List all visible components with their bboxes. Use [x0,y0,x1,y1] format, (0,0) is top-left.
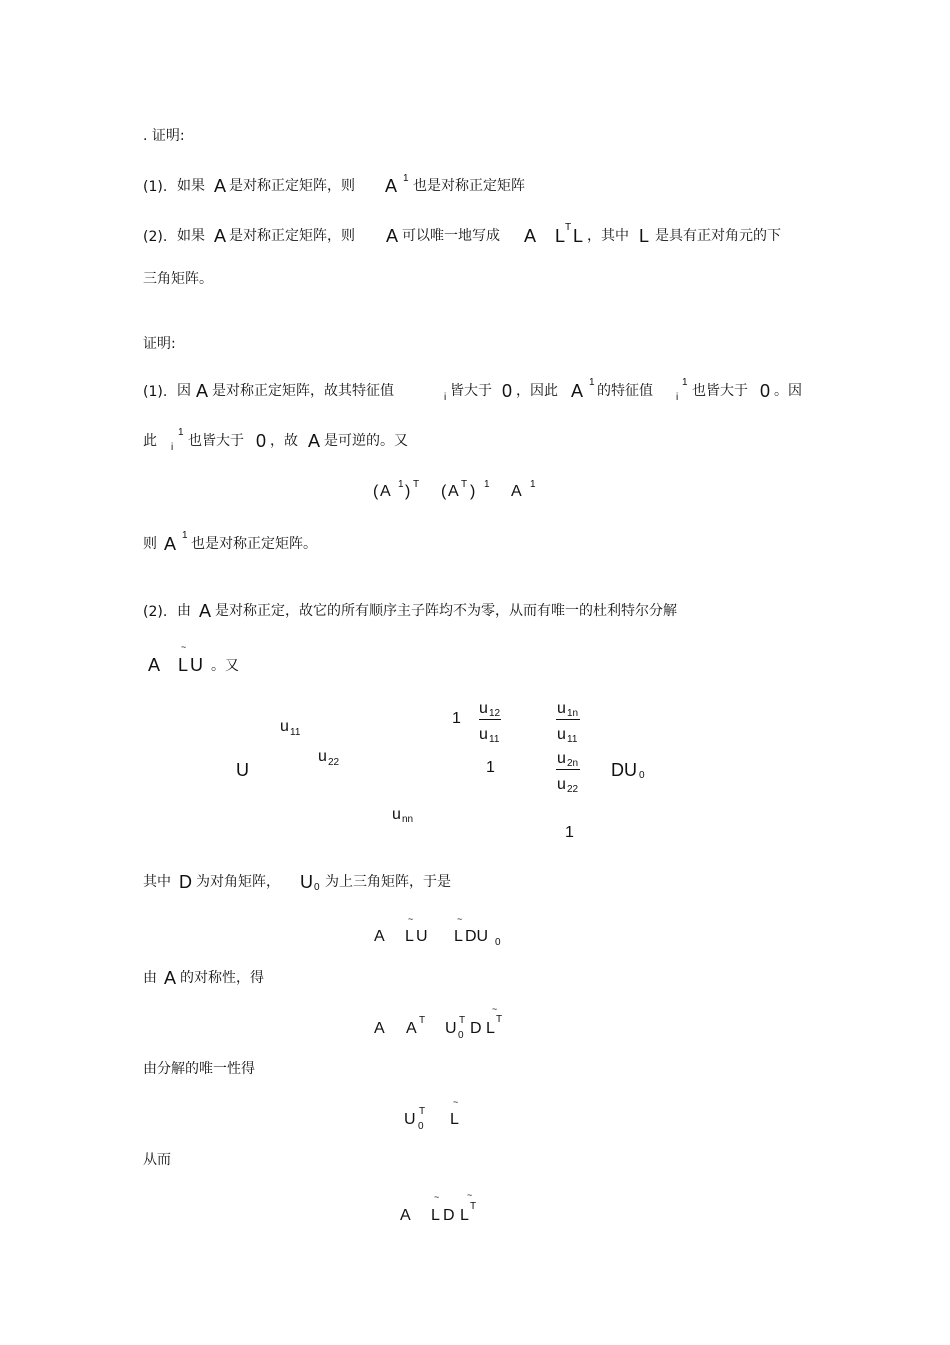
q2-text-4: ，其中 [587,228,629,244]
q1-var-a: A [214,176,227,196]
p1-eq-rparen: ) [405,483,411,500]
p1-sup-1: 1 [589,377,595,388]
eq3-tilde: ~ [492,1004,498,1014]
eq4-u: U [404,1111,416,1128]
frac1n-den: u [557,726,566,743]
eq4-u-sup: T [419,1106,426,1117]
p1-text-7: 。因 [774,383,802,399]
p1-zero2: 0 [760,381,771,401]
matrix-u11-sub: 11 [290,727,301,738]
eq2-l2: L [454,928,463,945]
uniqueness-text: 由分解的唯一性得 [143,1061,255,1077]
p1-text-1: 因 [177,383,191,399]
q2-var-l2: L [573,226,584,246]
q2-var-a3: A [524,226,537,246]
thus-text: 从而 [143,1152,171,1168]
eq4-tilde: ~ [453,1097,459,1107]
sym-text-1: 由 [143,970,157,986]
eq5-d: D [443,1207,455,1224]
p2-eq1-u: U [190,655,203,675]
p2-eq1-tilde: ~ [181,642,187,652]
eq3-sup-t: T [419,1015,426,1026]
q2-label: (2). [143,229,168,245]
p2-label: (2). [143,604,168,620]
frac1n-bar [556,719,580,720]
eq5-tilde-2: ~ [467,1190,473,1200]
p1-text-5: 的特征值 [597,383,653,399]
eq2-tilde-1: ~ [408,914,414,924]
eq3-a2: A [406,1020,417,1037]
p1-l2-sup: 1 [178,427,184,438]
p1-sub-i2: i [676,392,679,403]
p1-eq-a3: A [511,483,522,500]
matrix-one-1: 1 [452,710,461,727]
q2-sup-t: T [565,222,572,233]
p1-concl-text-1: 则 [143,536,157,552]
frac12-num: u [479,700,488,717]
p1-l2-zero: 0 [256,431,267,451]
p1-text-3: 皆大于 [450,383,492,399]
eq2-du: DU [465,928,489,945]
p1-var-a: A [196,381,209,401]
p2-var-a: A [199,601,212,621]
q1-text-2: 是对称正定矩阵，则 [229,178,355,194]
p1-text-2: 是对称正定矩阵，故其特征值 [212,383,394,399]
eq5-l1: L [431,1207,440,1224]
matrix-one-3: 1 [565,824,574,841]
q2-text-2: 是对称正定矩阵，则 [229,228,355,244]
eq5-l2: L [460,1207,469,1224]
sym-var-a: A [164,968,177,988]
p1-l2-text-4: 是可逆的。又 [324,433,408,449]
frac2n-den-sub: 22 [567,784,579,795]
eq3-l: L [486,1020,495,1037]
frac1n-num: u [557,700,566,717]
p2-text-1: 由 [177,603,191,619]
frac2n-num-sub: 2n [567,758,579,769]
q2-var-a: A [214,226,227,246]
frac12-bar [479,719,501,720]
sym-text-2: 的对称性，得 [180,970,264,986]
where-var-u-sub: 0 [314,882,320,893]
p1-sub-i: i [444,392,447,403]
frac1n-den-sub: 11 [567,734,578,745]
frac2n-num: u [557,750,566,767]
p1-concl-var-a: A [164,534,177,554]
eq4-l: L [450,1111,459,1128]
eq2-tilde-2: ~ [457,914,463,924]
p1-text-4: ，因此 [516,383,558,399]
matrix-u11: u [280,718,289,735]
p1-l2-text-1: 此 [143,433,157,449]
p1-var-a2: A [571,381,584,401]
p2-eq1-l: L [178,655,189,675]
eq3-u: U [445,1020,457,1037]
q2-var-l: L [555,226,566,246]
matrix-du: DU [611,760,637,780]
eq3-l-sup: T [496,1014,503,1025]
proof-heading: 证明: [143,336,176,352]
frac12-den: u [479,726,488,743]
eq3-u-sub: 0 [458,1030,464,1041]
matrix-u: U [236,760,249,780]
p1-l2-sub: i [171,442,174,453]
eq2-l1: L [405,928,414,945]
p1-text-6: 也皆大于 [692,383,748,399]
eq3-a: A [374,1020,385,1037]
p1-eq-sup-3: 1 [530,479,536,490]
frac2n-den: u [557,776,566,793]
p1-concl-sup: 1 [182,530,188,541]
p1-eq-sup-1: 1 [398,479,404,490]
p2-text-2: 是对称正定，故它的所有顺序主子阵均不为零，从而有唯一的杜利特尔分解 [215,603,677,619]
q2-cont: 三角矩阵。 [143,271,213,287]
eq2-du-sub: 0 [495,937,501,948]
eq5-sup-t: T [470,1201,477,1212]
p2-eq1-a: A [148,655,161,675]
q1-var-a2: A [385,176,398,196]
q2-text-1: 如果 [177,228,205,244]
q2-text-5: 是具有正对角元的下 [655,228,781,244]
where-text-2: 为对角矩阵， [196,874,280,890]
matrix-u22-sub: 22 [328,757,340,768]
p1-l2-text-2: 也皆大于 [188,433,244,449]
frac12-den-sub: 11 [489,734,500,745]
eq3-u-sup: T [459,1015,466,1026]
where-var-d: D [179,872,192,892]
p1-label: (1). [143,384,168,400]
p1-eq-sup-2: 1 [484,479,490,490]
p1-eq-sup-t2: T [461,479,468,490]
p1-eq-lparen: ( [373,483,379,500]
p1-l2-text-3: ，故 [270,433,298,449]
eq5-tilde-1: ~ [434,1192,440,1202]
matrix-du-sub: 0 [639,770,645,781]
title: . 证明: [143,128,185,144]
eq5-a: A [400,1207,411,1224]
p2-eq1-text: 。又 [211,658,239,674]
where-text-3: 为上三角矩阵，于是 [325,874,451,890]
p1-eq-a: A [380,483,391,500]
matrix-one-2: 1 [486,759,495,776]
q1-text-1: 如果 [177,178,205,194]
p1-eq-sup-t: T [413,479,420,490]
q2-var-l3: L [639,226,650,246]
frac1n-num-sub: 1n [567,708,579,719]
q2-text-3: 可以唯一地写成 [402,228,500,244]
matrix-unn: u [392,806,401,823]
matrix-u22: u [318,748,327,765]
p1-eq-rparen2: ) [470,483,476,500]
eq3-d: D [470,1020,482,1037]
eq2-a: A [374,928,385,945]
q1-text-3: 也是对称正定矩阵 [413,178,525,194]
q1-label: (1). [143,179,168,195]
where-text-1: 其中 [143,874,171,890]
frac12-num-sub: 12 [489,708,501,719]
frac2n-bar [556,769,580,770]
where-var-u: U [300,872,313,892]
eq2-u1: U [416,928,428,945]
matrix-unn-sub: nn [402,814,414,825]
p1-l2-var-a: A [308,431,321,451]
p1-eq-lparen2: ( [441,483,447,500]
eq4-u-sub: 0 [418,1121,424,1132]
q1-sup: 1 [403,173,409,184]
p1-zero: 0 [502,381,513,401]
p1-concl-text-2: 也是对称正定矩阵。 [191,536,317,552]
p1-eq-a2: A [448,483,459,500]
q2-var-a2: A [386,226,399,246]
p1-sup-2: 1 [682,377,688,388]
